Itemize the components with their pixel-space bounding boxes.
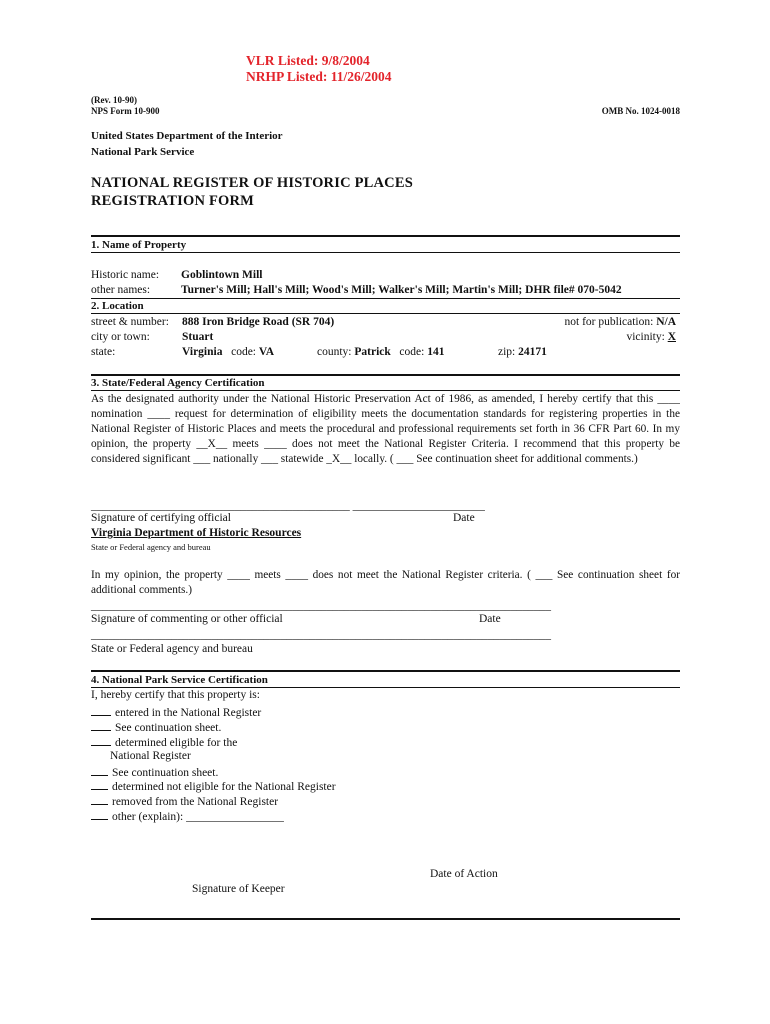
other-names-value: Turner's Mill; Hall's Mill; Wood's Mill; Walker's Mill; Martin's Mill; DHR file# 070-5042 (181, 284, 622, 296)
form-number: NPS Form 10-900 (91, 106, 160, 116)
county-code-value: 141 (427, 346, 445, 358)
county-value: Patrick (354, 346, 391, 358)
city-label: city or town: (91, 331, 150, 343)
nps-item-removed: removed from the National Register (91, 794, 278, 808)
comment-date-label: Date (479, 613, 501, 625)
historic-name-value: Goblintown Mill (181, 269, 263, 281)
street-label: street & number: (91, 316, 169, 328)
historic-name-label: Historic name: (91, 269, 160, 281)
nfp-label: not for publication: (564, 316, 654, 328)
checkbox-line[interactable] (91, 765, 108, 776)
comment-signature-line: ________________________________________________________________________________ (91, 600, 551, 612)
vicinity (626, 331, 676, 343)
checkbox-line[interactable] (91, 705, 111, 716)
nrhp-listed: NRHP Listed: 11/26/2004 (246, 69, 392, 84)
form-title-line1: NATIONAL REGISTER OF HISTORIC PLACES (91, 175, 413, 191)
bureau-line: ________________________________________________________________________________ (91, 629, 551, 641)
vlr-listed: VLR Listed: 9/8/2004 (246, 53, 370, 68)
nps-item-eligible: determined eligible for the (91, 735, 237, 749)
state-label: state: (91, 346, 116, 358)
nps-item-other: other (explain): _________________ (91, 809, 284, 823)
certification-paragraph: As the designated authority under the National Historic Preservation Act of 1986, as amended, I hereby certify that this ____ nomination ____ request for determination of eligibility meets the documentation standards for registering properties in the National Register of Historic Places and meets the procedural and professional requirements set forth in 36 CFR Part 60. In my opinion, the property __X__ meets ____ does not meet the National Register Criteria. I recommend that this property be considered significant ___ nationally ___ statewide _X__ locally. ( ___ See continuation sheet for additional comments.) (91, 393, 680, 465)
zip-value: 24171 (518, 346, 547, 358)
nps-item-continuation-1: See continuation sheet. (91, 720, 221, 734)
service-name: National Park Service (91, 146, 195, 158)
nps-item-not-eligible: determined not eligible for the National Register (91, 779, 336, 793)
nfp-value: N/A (656, 316, 676, 328)
vicinity-label: vicinity: (626, 331, 665, 343)
state-code-label: code: (231, 346, 256, 358)
checkbox-line[interactable] (91, 720, 111, 731)
omb-number: OMB No. 1024-0018 (601, 106, 680, 116)
signature-label: Signature of certifying official (91, 512, 231, 524)
other-names-label: other names: (91, 284, 151, 296)
section4-top-rule (91, 670, 680, 672)
section1-heading: 1. Name of Property (91, 239, 187, 251)
form-title-line2: REGISTRATION FORM (91, 193, 255, 209)
section2-top-rule (91, 298, 680, 299)
nps-item-entered: entered in the National Register (91, 705, 261, 719)
checkbox-line[interactable] (91, 794, 108, 805)
nps-item-continuation-2: See continuation sheet. (91, 765, 218, 779)
bureau-label: State or Federal agency and bureau (91, 643, 253, 655)
department-name: United States Department of the Interior (91, 130, 283, 142)
comment-signature-label: Signature of commenting or other official (91, 613, 283, 625)
footer-rule (91, 918, 680, 920)
zip-row (498, 346, 547, 358)
state-value: Virginia (182, 346, 223, 358)
nps-intro: I, hereby certify that this property is: (91, 689, 260, 701)
zip-label: zip: (498, 346, 516, 358)
section3-heading: 3. State/Federal Agency Certification (91, 377, 265, 389)
certifying-agency: Virginia Department of Historic Resources (91, 527, 302, 539)
section2-bottom-rule (91, 313, 680, 314)
signature-date-label: Date (453, 512, 475, 524)
vicinity-value: X (667, 331, 676, 343)
county-row (317, 346, 444, 358)
nps-item-eligible-line2: National Register (110, 750, 191, 762)
section2-heading: 2. Location (91, 300, 144, 312)
city-value: Stuart (182, 331, 214, 343)
signature-of-keeper-label: Signature of Keeper (192, 883, 285, 895)
section4-bottom-rule (91, 687, 680, 688)
signature-line: _____________________________________________ _______________________ (91, 500, 485, 512)
state-row (182, 346, 274, 358)
opinion-paragraph: In my opinion, the property ____ meets ____ does not meet the National Register criteria. ( ___ See continuation sheet for additional comments.) (91, 569, 680, 596)
section4-heading: 4. National Park Service Certification (91, 674, 268, 686)
form-revision: (Rev. 10-90) (91, 95, 137, 105)
section3-bottom-rule (91, 390, 680, 391)
checkbox-line[interactable] (91, 779, 108, 790)
county-label: county: (317, 346, 352, 358)
not-for-publication (565, 316, 676, 328)
date-of-action-label: Date of Action (430, 868, 498, 880)
section3-top-rule (91, 374, 680, 376)
checkbox-line[interactable] (91, 735, 111, 746)
county-code-label: code: (399, 346, 425, 358)
state-code-value: VA (258, 346, 275, 358)
section1-top-rule (91, 235, 680, 237)
agency-caption: State or Federal agency and bureau (91, 542, 211, 552)
checkbox-line[interactable] (91, 809, 108, 820)
street-value: 888 Iron Bridge Road (SR 704) (182, 316, 335, 328)
section1-bottom-rule (91, 252, 680, 253)
